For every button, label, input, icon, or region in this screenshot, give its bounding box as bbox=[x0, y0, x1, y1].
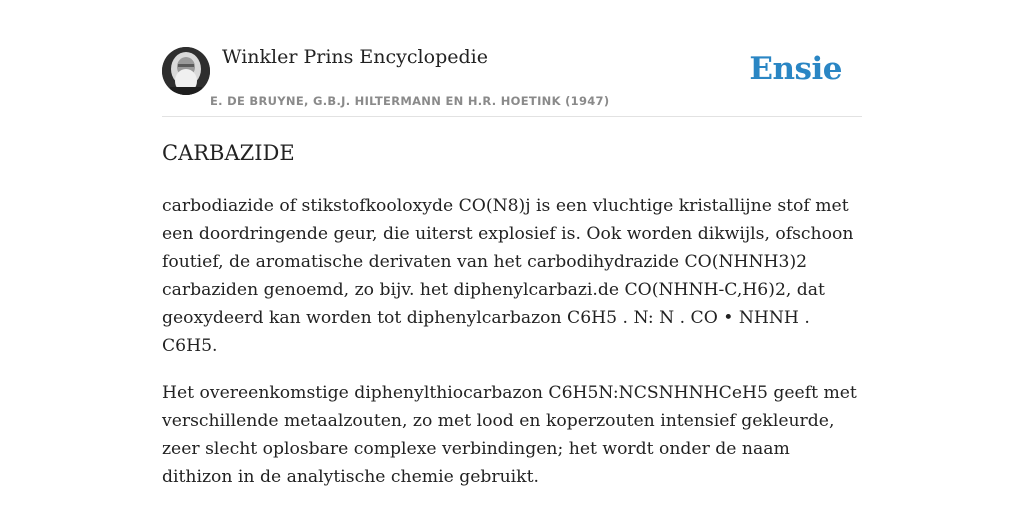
article-body bbox=[162, 192, 862, 510]
page-title: CARBAZIDE bbox=[162, 141, 295, 165]
site-title[interactable]: Winkler Prins Encyclopedie bbox=[222, 46, 488, 68]
paragraph: Het overeenkomstige diphenylthiocarbazon C6H5N:NCSNHNHCeH5 geeft met verschillende metaalzouten, zo met lood en koperzouten intensief gekleurde, zeer slecht oplosbare complexe verbindingen; het wordt onder de naam dithizon in de analytische chemie gebruikt. bbox=[162, 383, 857, 487]
paragraph: carbodiazide of stikstofkooloxyde CO(N8)j is een vluchtige kristallijne stof met een doordringende geur, die uiterst explosief is. Ook worden dikwijls, ofschoon foutief, de aromatische derivaten van het carbodihydrazide CO(NHNH3)2 carbaziden genoemd, zo bijv. het diphenylcarbazi.de CO(NHNH-C,H6)2, dat geoxydeerd kan worden tot diphenylcarbazon C6H5 . N: N . CO • NHNH . C6H5. bbox=[162, 196, 854, 356]
authors-line: E. DE BRUYNE, G.B.J. HILTERMANN EN H.R. HOETINK (1947) bbox=[210, 94, 610, 108]
brand-logo[interactable]: Ensie bbox=[749, 51, 842, 87]
header bbox=[162, 44, 862, 117]
portrait-photo-icon bbox=[162, 47, 210, 95]
